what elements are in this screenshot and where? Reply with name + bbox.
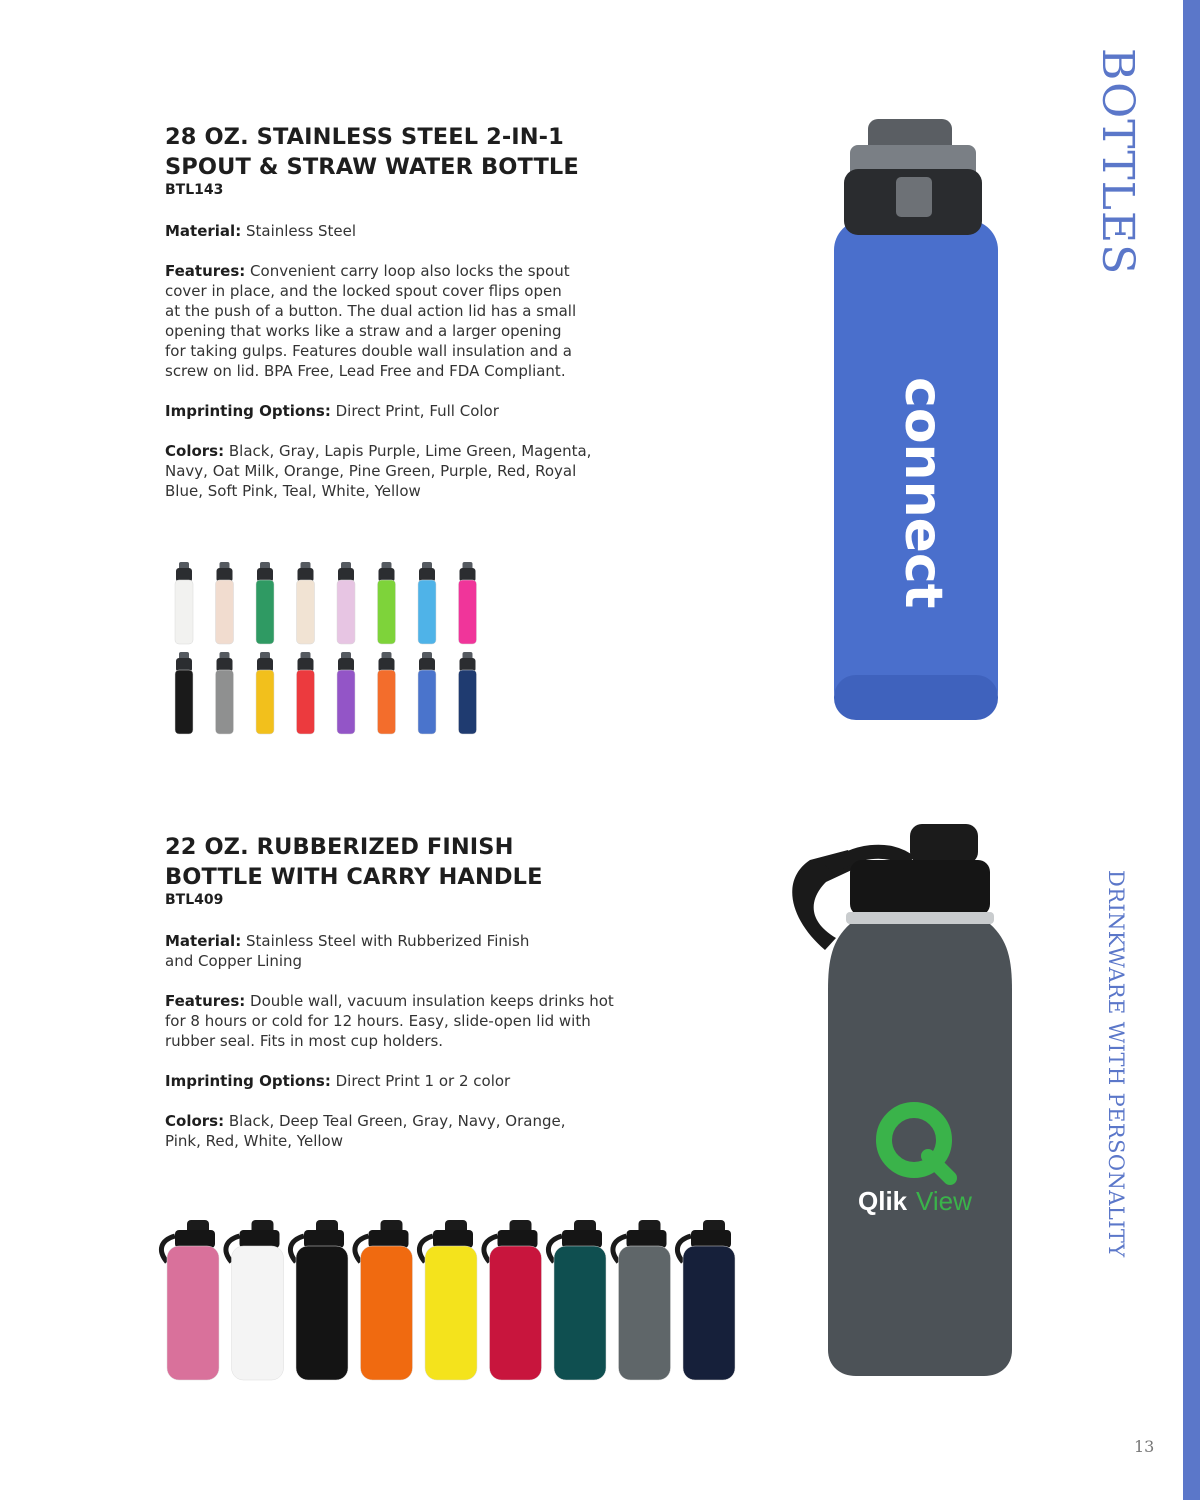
bottle-lid: [850, 860, 990, 916]
imprint-field: Imprinting Options: Direct Print, Full Color: [165, 402, 499, 420]
swatch-bottle: [613, 1220, 671, 1380]
swatch-bottle: [378, 562, 396, 644]
spout-button: [896, 177, 932, 217]
swatch-bottle: [484, 1220, 542, 1380]
lid-cap: [910, 824, 978, 864]
swatch-bottle: [175, 652, 193, 734]
features-field: Features: Double wall, vacuum insulation keeps drinks hot for 8 hours or cold for 12 hours. Easy, slide-open lid with rubber seal. Fits in most cup holders.: [165, 992, 614, 1050]
product-title: 22 OZ. RUBBERIZED FINISH BOTTLE WITH CARRY HANDLE: [165, 834, 543, 890]
product-title: 28 OZ. STAINLESS STEEL 2-IN-1 SPOUT & STRAW WATER BOTTLE: [165, 124, 579, 180]
swatch-bottle: [548, 1220, 606, 1380]
product-btl143: [165, 122, 665, 521]
swatch-bottle: [337, 562, 355, 644]
swatch-bottle: [216, 562, 234, 644]
swatch-bottle: [378, 652, 396, 734]
swatch-bottle: [226, 1220, 284, 1380]
product-btl409: [165, 832, 665, 1171]
color-swatch-row-btl409: [155, 1218, 745, 1388]
swatch-bottle: [256, 562, 274, 644]
swatch-bottle: [161, 1220, 219, 1380]
side-accent-bar: [1183, 0, 1200, 1500]
swatch-bottle: [175, 562, 193, 644]
material-field: Material: Stainless Steel: [165, 222, 357, 240]
swatch-bottle: [418, 652, 436, 734]
swatch-bottle: [297, 562, 315, 644]
swatch-bottle: [459, 652, 477, 734]
hero-bottle-btl143: [810, 115, 1010, 725]
swatch-bottle: [419, 1220, 477, 1380]
features-field: Features: Convenient carry loop also locks the spout cover in place, and the locked spout cover flips open at the push of a button. The dual action lid has a small opening that works like a straw and a larger opening for taking gulps. Features double wall insulation and a screw on lid. BPA Free, Lead Free and FDA Compliant.: [165, 262, 577, 380]
swatch-bottle: [677, 1220, 735, 1380]
swatch-bottle: [290, 1220, 348, 1380]
color-swatch-grid-btl143: [170, 562, 490, 742]
colors-field: Colors: Black, Gray, Lapis Purple, Lime Green, Magenta, Navy, Oat Milk, Orange, Pine Green, Purple, Red, Royal Blue, Soft Pink, Teal, White, Yellow: [165, 442, 592, 500]
swatch-bottle: [459, 562, 477, 644]
material-field: Material: Stainless Steel with Rubberized Finish and Copper Lining: [165, 932, 530, 970]
page-number: 13: [1134, 1437, 1155, 1456]
swatch-bottle: [297, 652, 315, 734]
product-sku: BTL409: [165, 892, 224, 908]
colors-field: Colors: Black, Deep Teal Green, Gray, Navy, Orange, Pink, Red, White, Yellow: [165, 1112, 566, 1150]
swatch-bottle: [418, 562, 436, 644]
bottle-base-shade: [834, 675, 998, 720]
swatch-bottle: [216, 652, 234, 734]
swatch-bottle: [355, 1220, 413, 1380]
category-title: BOTTLES: [1092, 48, 1143, 276]
steel-rim: [846, 912, 994, 924]
view-wordmark: View: [916, 1186, 972, 1216]
hero-bottle-btl409: [770, 820, 1030, 1380]
product-sku: BTL143: [165, 182, 224, 198]
qlik-wordmark: Qlik: [858, 1186, 908, 1216]
bottle-body: [828, 924, 1012, 1376]
imprint-field: Imprinting Options: Direct Print 1 or 2 color: [165, 1072, 511, 1090]
connect-logo: connect: [893, 377, 953, 609]
swatch-bottle: [337, 652, 355, 734]
swatch-bottle: [256, 652, 274, 734]
collection-title: DRINKWARE WITH PERSONALITY: [1104, 870, 1128, 1258]
